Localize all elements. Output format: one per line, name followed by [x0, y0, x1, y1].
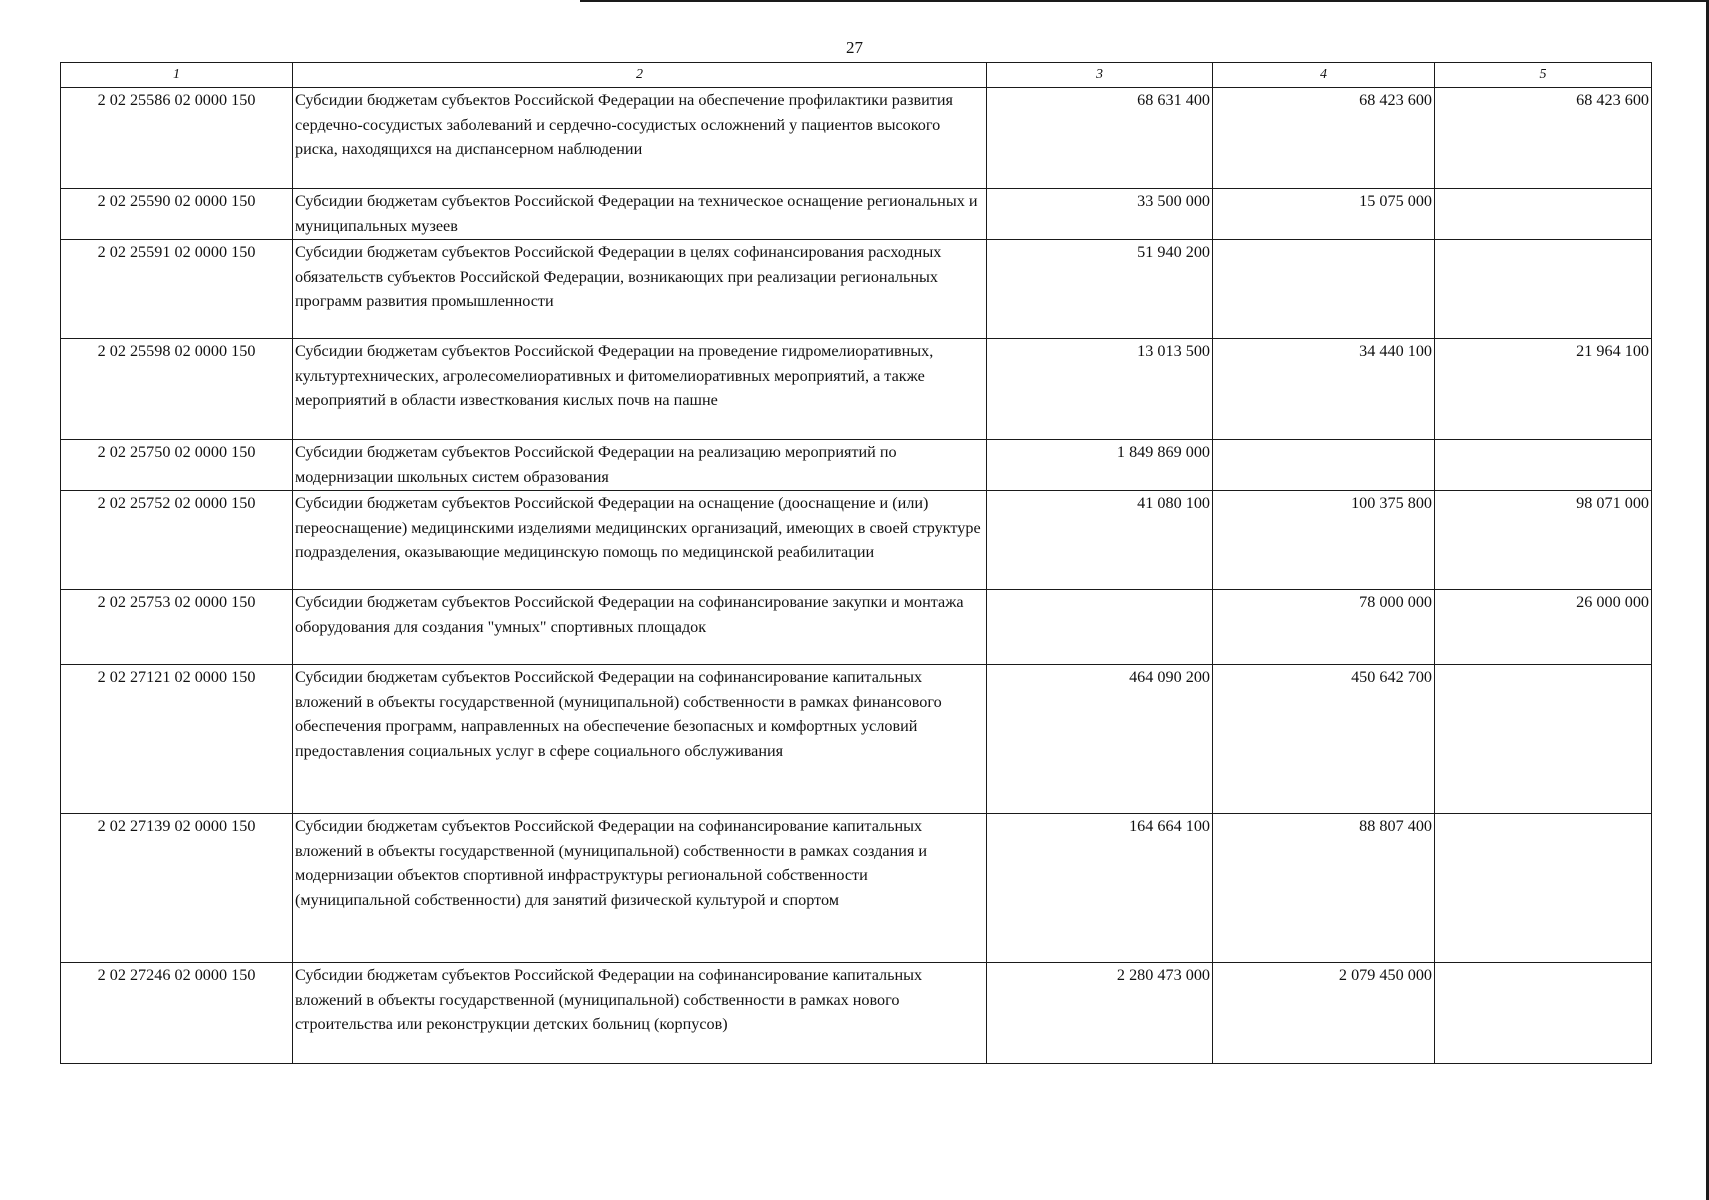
amount-col4: 88 807 400: [1213, 814, 1435, 963]
table-row: [61, 814, 1652, 963]
revenue-name: Субсидии бюджетам субъектов Российской Федерации на проведение гидромелиоративных, культуртехнических, агролесомелиоративных и фитомелиоративных мероприятий, а также мероприятий в области известкования кислых почв на пашне: [293, 339, 987, 440]
amount-col5: [1435, 440, 1652, 491]
revenue-code: 2 02 25598 02 0000 150: [61, 339, 293, 440]
page-number: 27: [846, 38, 863, 57]
amount-col4: 450 642 700: [1213, 665, 1435, 814]
amount-col5: [1435, 665, 1652, 814]
amount-col3: 464 090 200: [987, 665, 1213, 814]
table-row: [61, 590, 1652, 665]
amount-col4: [1213, 240, 1435, 339]
amount-col3: 2 280 473 000: [987, 963, 1213, 1064]
table-row: [61, 189, 1652, 240]
amount-col5: [1435, 963, 1652, 1064]
amount-col4: 34 440 100: [1213, 339, 1435, 440]
revenue-code: 2 02 25752 02 0000 150: [61, 491, 293, 590]
revenue-name: Субсидии бюджетам субъектов Российской Федерации на техническое оснащение региональных и муниципальных музеев: [293, 189, 987, 240]
revenue-code: 2 02 25590 02 0000 150: [61, 189, 293, 240]
amount-col4: 68 423 600: [1213, 88, 1435, 189]
amount-col3: 164 664 100: [987, 814, 1213, 963]
amount-col5: 68 423 600: [1435, 88, 1652, 189]
amount-col3: 68 631 400: [987, 88, 1213, 189]
revenue-name: Субсидии бюджетам субъектов Российской Федерации на оснащение (дооснащение и (или) переоснащение) медицинскими изделиями медицинских организаций, имеющих в своей структуре подразделения, оказывающие медицинскую помощь по медицинской реабилитации: [293, 491, 987, 590]
column-number-3: 3: [987, 63, 1213, 88]
revenue-name: Субсидии бюджетам субъектов Российской Федерации на софинансирование капитальных вложений в объекты государственной (муниципальной) собственности в рамках нового строительства или реконструкции детских больниц (корпусов): [293, 963, 987, 1064]
table-row: [61, 240, 1652, 339]
amount-col4: 78 000 000: [1213, 590, 1435, 665]
column-number-5: 5: [1435, 63, 1652, 88]
revenue-name: Субсидии бюджетам субъектов Российской Федерации в целях софинансирования расходных обязательств субъектов Российской Федерации, возникающих при реализации региональных программ развития промышленности: [293, 240, 987, 339]
revenue-name: Субсидии бюджетам субъектов Российской Федерации на обеспечение профилактики развития сердечно-сосудистых заболеваний и сердечно-сосудистых осложнений у пациентов высокого риска, находящихся на диспансерном наблюдении: [293, 88, 987, 189]
revenue-name: Субсидии бюджетам субъектов Российской Федерации на софинансирование закупки и монтажа оборудования для создания "умных" спортивных площадок: [293, 590, 987, 665]
amount-col3: 13 013 500: [987, 339, 1213, 440]
column-number-4: 4: [1213, 63, 1435, 88]
table-row: [61, 665, 1652, 814]
amount-col4: 15 075 000: [1213, 189, 1435, 240]
amount-col5: 26 000 000: [1435, 590, 1652, 665]
column-number-2: 2: [293, 63, 987, 88]
amount-col5: 21 964 100: [1435, 339, 1652, 440]
revenue-name: Субсидии бюджетам субъектов Российской Федерации на софинансирование капитальных вложений в объекты государственной (муниципальной) собственности в рамках создания и модернизации объектов спортивной инфраструктуры региональной собственности (муниципальной собственности) для занятий физической культурой и спортом: [293, 814, 987, 963]
amount-col5: 98 071 000: [1435, 491, 1652, 590]
amount-col3: 41 080 100: [987, 491, 1213, 590]
amount-col3: 51 940 200: [987, 240, 1213, 339]
amount-col4: 100 375 800: [1213, 491, 1435, 590]
revenue-code: 2 02 27121 02 0000 150: [61, 665, 293, 814]
amount-col4: 2 079 450 000: [1213, 963, 1435, 1064]
amount-col3: [987, 590, 1213, 665]
amount-col5: [1435, 814, 1652, 963]
table-row: [61, 491, 1652, 590]
revenue-code: 2 02 25586 02 0000 150: [61, 88, 293, 189]
table-row: [61, 339, 1652, 440]
revenue-code: 2 02 25591 02 0000 150: [61, 240, 293, 339]
revenue-name: Субсидии бюджетам субъектов Российской Федерации на реализацию мероприятий по модернизации школьных систем образования: [293, 440, 987, 491]
column-number-row: [61, 63, 1652, 88]
revenue-code: 2 02 27246 02 0000 150: [61, 963, 293, 1064]
amount-col5: [1435, 189, 1652, 240]
revenue-code: 2 02 25753 02 0000 150: [61, 590, 293, 665]
table-row: [61, 963, 1652, 1064]
amount-col4: [1213, 440, 1435, 491]
table-row: [61, 88, 1652, 189]
revenue-code: 2 02 27139 02 0000 150: [61, 814, 293, 963]
amount-col5: [1435, 240, 1652, 339]
amount-col3: 33 500 000: [987, 189, 1213, 240]
amount-col3: 1 849 869 000: [987, 440, 1213, 491]
revenue-name: Субсидии бюджетам субъектов Российской Федерации на софинансирование капитальных вложений в объекты государственной (муниципальной) собственности в рамках финансового обеспечения программ, направленных на обеспечение безопасных и комфортных условий предоставления социальных услуг в сфере социального обслуживания: [293, 665, 987, 814]
column-number-1: 1: [61, 63, 293, 88]
scan-edge-top: [580, 0, 1709, 2]
revenue-code: 2 02 25750 02 0000 150: [61, 440, 293, 491]
budget-table: [60, 62, 1652, 1064]
table-row: [61, 440, 1652, 491]
